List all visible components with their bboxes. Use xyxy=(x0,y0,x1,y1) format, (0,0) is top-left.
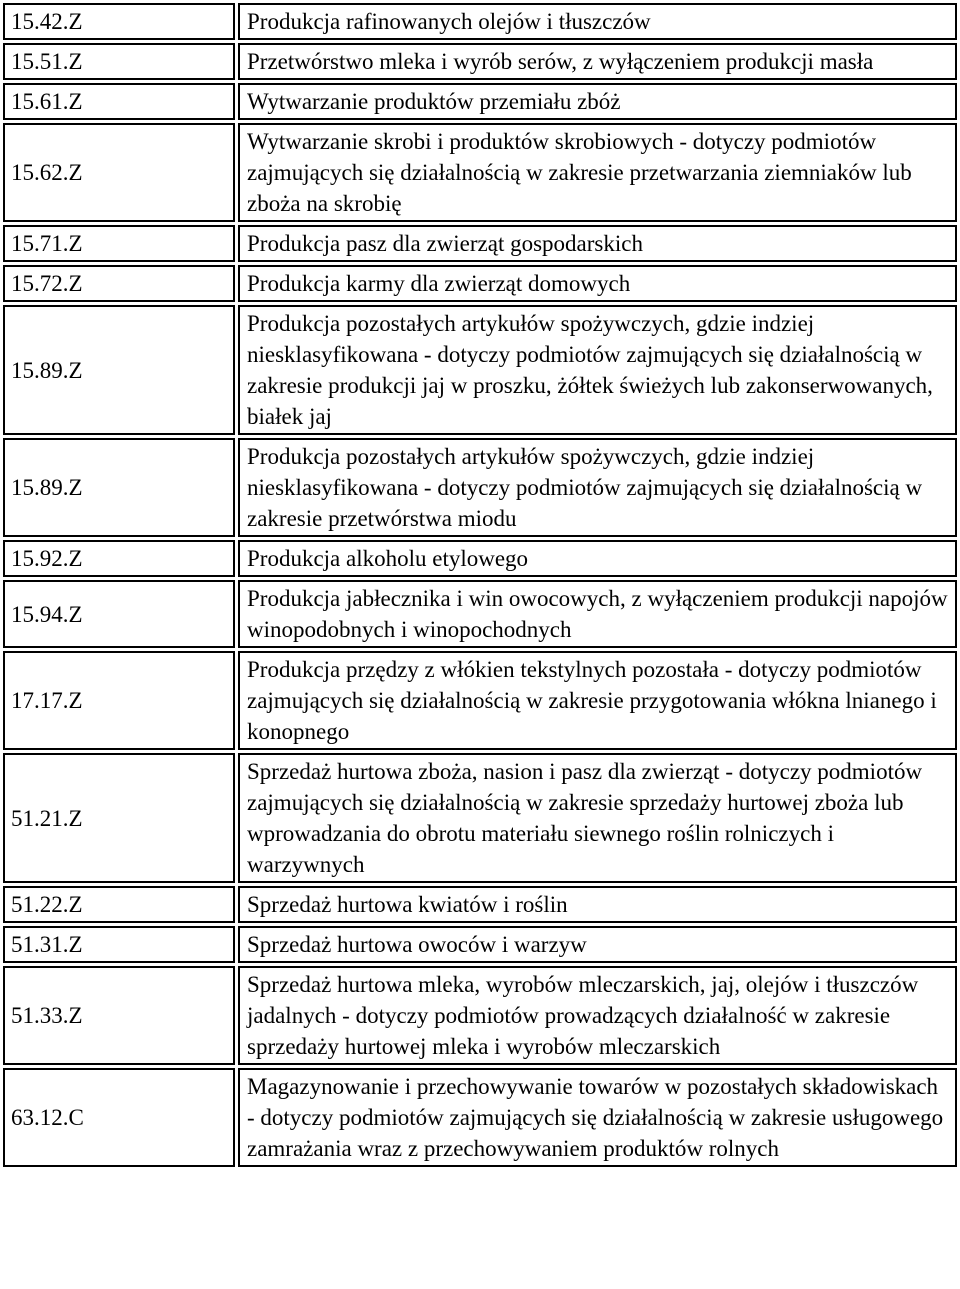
table-row xyxy=(3,43,957,80)
activity-code-cell: 15.42.Z xyxy=(3,3,235,40)
activity-code-cell: 51.33.Z xyxy=(3,966,235,1065)
table-row xyxy=(3,3,957,40)
activity-code-cell: 15.62.Z xyxy=(3,123,235,222)
activity-code-cell: 51.22.Z xyxy=(3,886,235,923)
table-row xyxy=(3,265,957,302)
table-row xyxy=(3,540,957,577)
activity-description-cell: Produkcja alkoholu etylowego xyxy=(238,540,957,577)
activity-code-cell: 63.12.C xyxy=(3,1068,235,1167)
activity-description-cell: Wytwarzanie skrobi i produktów skrobiowych - dotyczy podmiotów zajmujących się działalnością w zakresie przetwarzania ziemniaków lub zboża na skrobię xyxy=(238,123,957,222)
activity-code-cell: 15.72.Z xyxy=(3,265,235,302)
activity-description-cell: Produkcja rafinowanych olejów i tłuszczów xyxy=(238,3,957,40)
activity-description-cell: Przetwórstwo mleka i wyrób serów, z wyłączeniem produkcji masła xyxy=(238,43,957,80)
activity-description-cell: Produkcja karmy dla zwierząt domowych xyxy=(238,265,957,302)
table-row xyxy=(3,651,957,750)
activity-code-cell: 15.94.Z xyxy=(3,580,235,648)
activity-code-cell: 17.17.Z xyxy=(3,651,235,750)
table-row xyxy=(3,926,957,963)
table-row xyxy=(3,225,957,262)
activity-description-cell: Produkcja przędzy z włókien tekstylnych pozostała - dotyczy podmiotów zajmujących się działalnością w zakresie przygotowania włókna lnianego i konopnego xyxy=(238,651,957,750)
activity-code-cell: 15.92.Z xyxy=(3,540,235,577)
table-row xyxy=(3,83,957,120)
activity-description-cell: Produkcja pozostałych artykułów spożywczych, gdzie indziej niesklasyfikowana - dotyczy podmiotów zajmujących się działalnością w zakresie produkcji jaj w proszku, żółtek świeżych lub zakonserwowanych, białek jaj xyxy=(238,305,957,435)
activity-description-cell: Sprzedaż hurtowa owoców i warzyw xyxy=(238,926,957,963)
table-row xyxy=(3,966,957,1065)
table-row xyxy=(3,305,957,435)
activity-description-cell: Wytwarzanie produktów przemiału zbóż xyxy=(238,83,957,120)
activity-code-cell: 15.89.Z xyxy=(3,305,235,435)
table-row xyxy=(3,438,957,537)
activity-description-cell: Sprzedaż hurtowa zboża, nasion i pasz dla zwierząt - dotyczy podmiotów zajmujących się działalnością w zakresie sprzedaży hurtowej zboża lub wprowadzania do obrotu materiału siewnego roślin rolniczych i warzywnych xyxy=(238,753,957,883)
table-row xyxy=(3,886,957,923)
activity-description-cell: Produkcja pasz dla zwierząt gospodarskich xyxy=(238,225,957,262)
table-row xyxy=(3,753,957,883)
activity-code-cell: 51.31.Z xyxy=(3,926,235,963)
activity-code-cell: 51.21.Z xyxy=(3,753,235,883)
activity-description-cell: Sprzedaż hurtowa kwiatów i roślin xyxy=(238,886,957,923)
table-row xyxy=(3,1068,957,1167)
activity-description-cell: Sprzedaż hurtowa mleka, wyrobów mleczarskich, jaj, olejów i tłuszczów jadalnych - dotyczy podmiotów prowadzących działalność w zakresie sprzedaży hurtowej mleka i wyrobów mleczarskich xyxy=(238,966,957,1065)
activity-code-cell: 15.71.Z xyxy=(3,225,235,262)
table-row xyxy=(3,580,957,648)
activity-codes-table-body xyxy=(3,3,957,1167)
activity-description-cell: Produkcja pozostałych artykułów spożywczych, gdzie indziej niesklasyfikowana - dotyczy podmiotów zajmujących się działalnością w zakresie przetwórstwa miodu xyxy=(238,438,957,537)
activity-code-cell: 15.89.Z xyxy=(3,438,235,537)
activity-description-cell: Magazynowanie i przechowywanie towarów w pozostałych składowiskach - dotyczy podmiotów zajmujących się działalnością w zakresie usługowego zamrażania wraz z przechowywaniem produktów rolnych xyxy=(238,1068,957,1167)
activity-code-cell: 15.51.Z xyxy=(3,43,235,80)
table-row xyxy=(3,123,957,222)
activity-description-cell: Produkcja jabłecznika i win owocowych, z wyłączeniem produkcji napojów winopodobnych i winopochodnych xyxy=(238,580,957,648)
activity-code-cell: 15.61.Z xyxy=(3,83,235,120)
